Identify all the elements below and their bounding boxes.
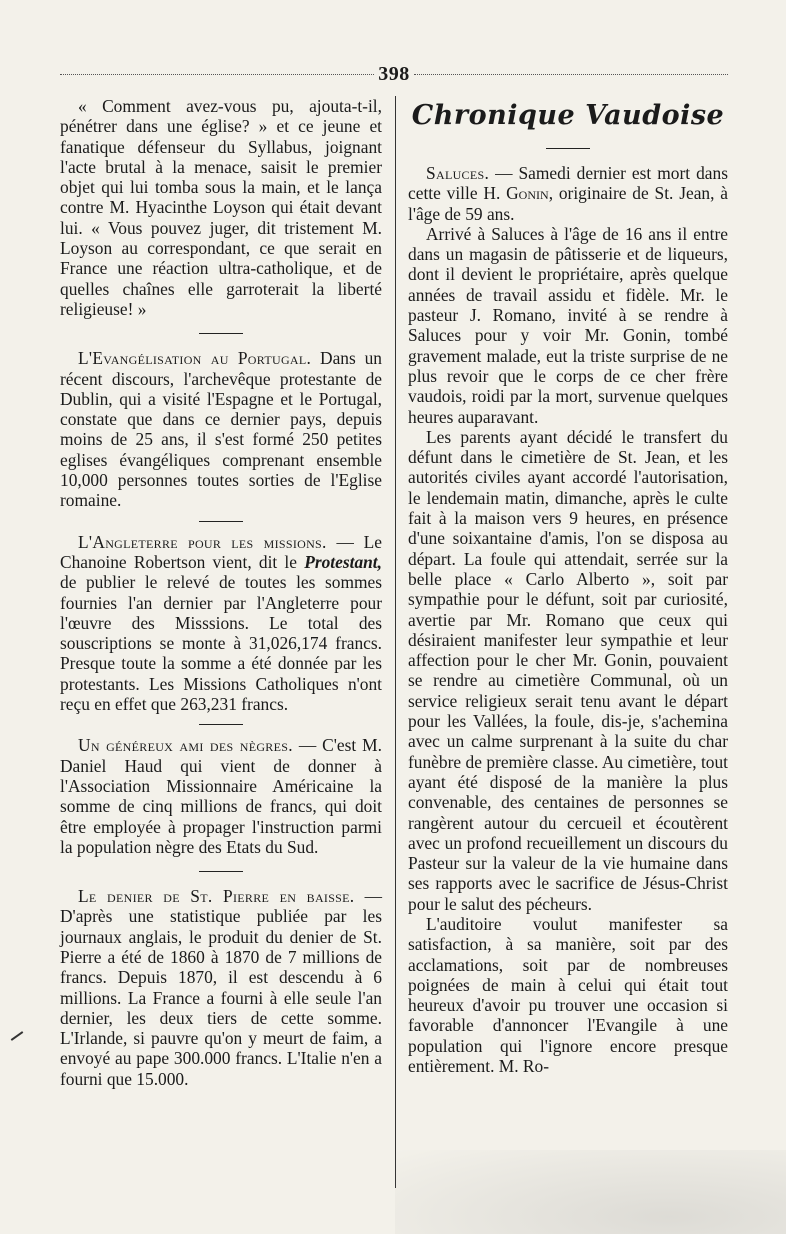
margin-pencil-mark	[11, 1031, 24, 1041]
negres-heading: Un généreux ami des nègres.	[78, 735, 293, 756]
saluces-body-a: — Samedi dernier est mort dans cette ville H.	[408, 163, 728, 204]
portugal-heading: L'Evangélisation au Portugal.	[78, 348, 312, 369]
saluces-paragraph	[408, 163, 728, 224]
angleterre-heading: L'Angleterre pour les missions.	[78, 531, 327, 552]
right-column	[408, 96, 728, 1076]
section-separator	[199, 724, 243, 725]
arrive-paragraph: Arrivé à Saluces à l'âge de 16 ans il entre dans un magasin de pâtisserie et de liqueurs, dont il devient le propriétaire, après quelque années de travail assidu et fidèle. Mr. le pasteur J. Romano, invité à se rendre à Saluces pour y voir Mr. Gonin, tombé gravement malade, eut la triste surprise de ne plus revoir que le corps de ce cher frère vaudois, roidi par la mort, survenue quelques heures auparavant.	[408, 223, 728, 427]
loyson-paragraph: « Comment avez-vous pu, ajouta-t-il, pénétrer dans une église? » et ce jeune et fanatique défenseur du Syllabus, joignant l'acte brutal à la menace, saisit le premier objet qui lui tomba sous la main, et le lança contre M. Hyacinthe Loyson qui était devant lui. « Vous pouvez juger, dit tristement M. Loyson au correspondant, ce que serait en France une réaction ultra-catholique, et de quelles chaînes elle garroterait la liberté religieuse! »	[60, 96, 382, 319]
protestant-journal-title: Protestant,	[304, 551, 382, 572]
portugal-paragraph	[60, 348, 382, 510]
denier-paragraph	[60, 886, 382, 1089]
section-separator	[199, 521, 243, 522]
portugal-body: Dans un récent discours, l'archevêque protestante de Dublin, qui a visité l'Espagne et le Portugal, constate que dans ce dernier pays, depuis moins de 25 ans, il s'est formé 250 petites eglises évangéliques comprenant ensemble 10,000 personnes toutes sorties de l'Eglise romaine.	[60, 348, 382, 511]
denier-heading: Le denier de St. Pierre en baisse.	[78, 886, 355, 907]
angleterre-body-b: de publier le relevé de toutes les sommes fournies l'an dernier par l'Angleterre pour l'œuvre des Misssions. Le total des souscriptions se monte à 31,026,174 francs. Presque toute la somme a été donnée par les protestants. Les Missions Catholiques n'ont reçu en effet que 263,231 francs.	[60, 572, 382, 715]
angleterre-paragraph	[60, 532, 382, 715]
chronique-title: Chronique Vaudoise	[411, 100, 725, 131]
head-rule-right	[414, 74, 728, 75]
auditoire-paragraph: L'auditoire voulut manifester sa satisfaction, à sa manière, soit par des acclamations, soit par de nombreuses poignées de main à celui qui était tout heureux d'avoir pu trouver une occasion si favorable d'annoncer l'Evangile à une population qui l'ignore encore presque entièrement. M. Ro-	[408, 913, 728, 1077]
paper-stain	[395, 1150, 786, 1234]
saluces-heading: Saluces.	[426, 163, 490, 183]
parents-paragraph: Les parents ayant décidé le transfert du défunt dans le cimetière de St. Jean, et les autorités civiles ayant accordé l'autorisation, le lendemain matin, dimanche, après le culte fait à la maison vers 9 heures, en présence d'une soixantaine d'amis, l'on se disposa au départ. La foule qui attendait, serrée sur la belle place « Carlo Alberto », soit par sympathie pour le défunt, soit par curiosité, avertie par Mr. Romano que ceux qui désiraient manifester leur sympathie et leur affection pour le cher Mr. Gonin, pouvaient se rendre au cimetière Communal, où un service religieux serait tenu avant le départ pour les Vallées, la foule, dis-je, s'achemina avec un calme surprenant à la suite du char funèbre de première classe. Au cimetière, tout ayant été disposé de la manière la plus convenable, des centaines de personnes se rangèrent autour du cercueil et écoutèrent avec un profond recueillement un discours du Pasteur sur la valeur de la vie humaine dans ses rapports avec le sacrifice de Jésus-Christ pour le salut des pécheurs.	[408, 426, 728, 914]
running-head	[60, 62, 728, 86]
section-separator	[199, 333, 243, 334]
page-number: 398	[378, 62, 410, 85]
gonin-name: Gonin	[506, 183, 549, 204]
section-separator	[199, 871, 243, 872]
head-rule-left	[60, 74, 374, 75]
denier-body: — D'après une statistique publiée par les journaux anglais, le produit du denier de St. Pierre a été de 1860 à 1870 de 7 millions de francs. Depuis 1870, il est descendu à 6 millions. La France a fourni à elle seule l'an dernier, les deux tiers de cette somme. L'Irlande, si pauvre qu'on y meurt de faim, a envoyé au pape 300.000 francs. L'Italie n'en a fourni que 15.000.	[60, 886, 382, 1089]
saluces-body-b: , originaire de St. Jean, à l'âge de 59 ans.	[408, 183, 728, 224]
left-column	[60, 96, 382, 1089]
section-separator	[546, 148, 590, 149]
column-divider	[395, 96, 396, 1188]
negres-paragraph	[60, 735, 382, 857]
angleterre-body-a: — Le Chanoine Robertson vient, dit le	[60, 531, 382, 572]
negres-body: — C'est M. Daniel Haud qui vient de donner à l'Association Missionnaire Américaine la somme de cinq millions de francs, qui doit être employée à propager l'instruction parmi la population nègre des Etats du Sud.	[60, 735, 382, 857]
